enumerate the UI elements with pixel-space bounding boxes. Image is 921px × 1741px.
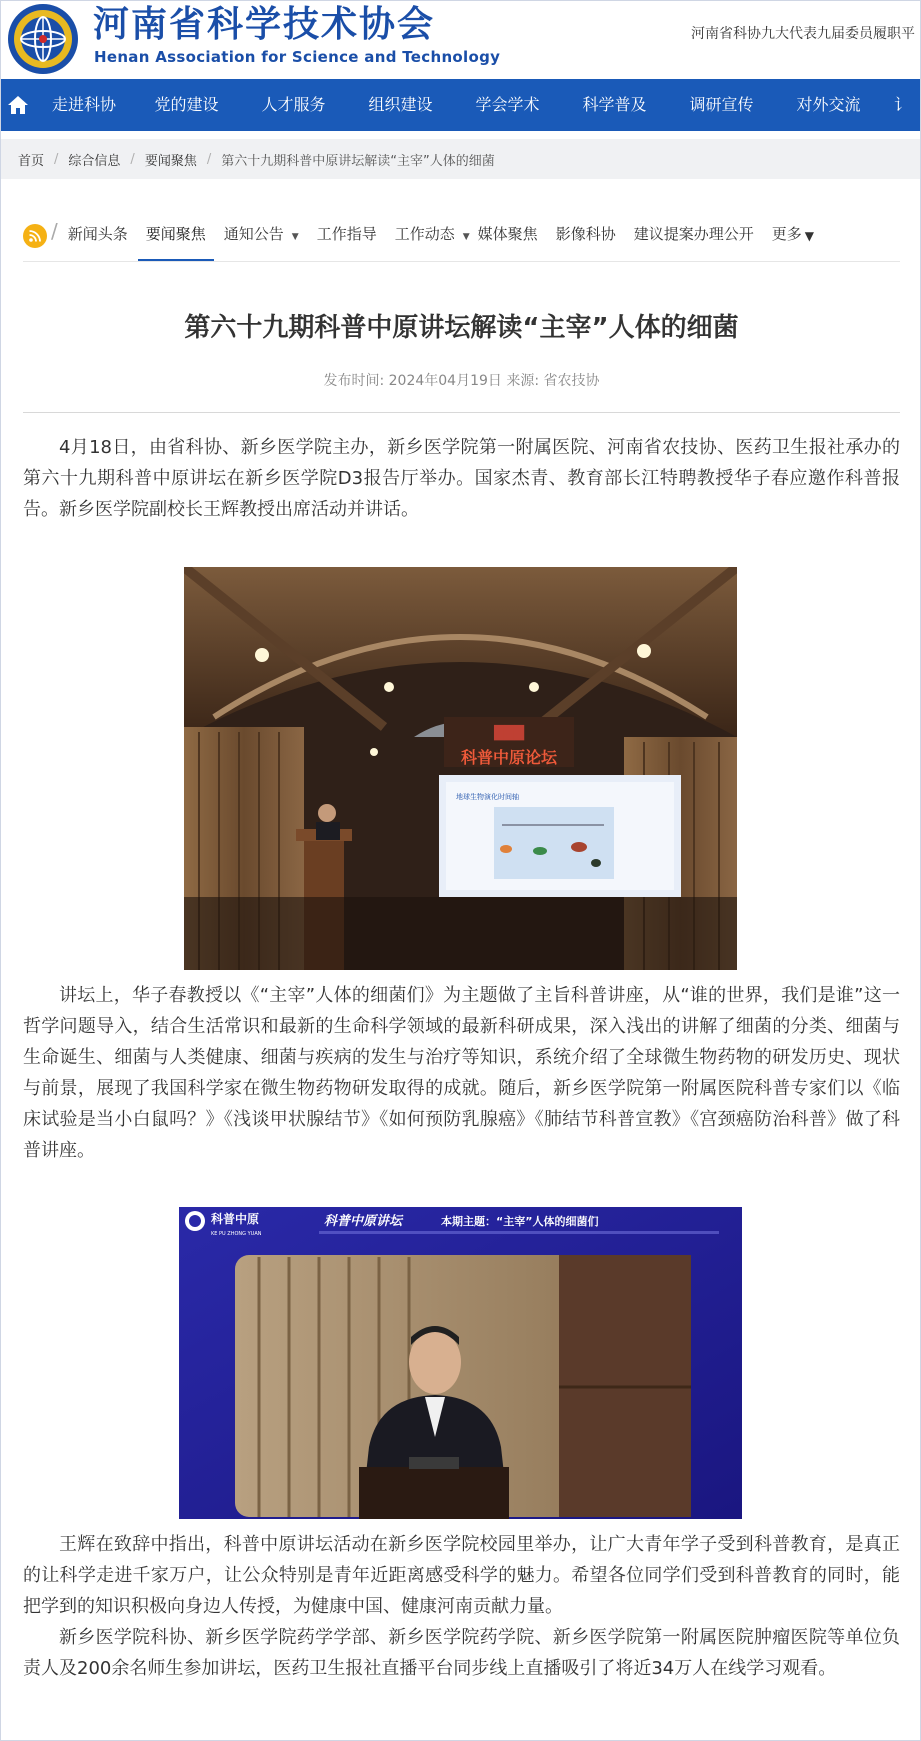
article-title: 第六十九期科普中原讲坛解读“主宰”人体的细菌 bbox=[184, 313, 739, 343]
nav-item-academic[interactable]: 学会学术 bbox=[475, 95, 540, 114]
livestream-photo bbox=[179, 1207, 742, 1519]
breadcrumb-home[interactable]: 首页 bbox=[18, 153, 45, 169]
nav-item-organization[interactable]: 组织建设 bbox=[368, 95, 433, 114]
stream-topic: 本期主题：“主宰”人体的细菌们 bbox=[441, 1215, 599, 1228]
breadcrumb-separator: / bbox=[130, 151, 135, 167]
brand-name: 科普中原 bbox=[211, 1212, 260, 1226]
breadcrumb-current: 第六十九期科普中原讲坛解读“主宰”人体的细菌 bbox=[221, 153, 495, 169]
site-title[interactable]: 河南省科学技术协会 bbox=[93, 4, 436, 45]
lecture-hall-photo bbox=[184, 567, 737, 970]
stream-banner: 科普中原讲坛 bbox=[324, 1214, 403, 1229]
breadcrumb-separator: / bbox=[206, 151, 212, 167]
tab-news-focus[interactable]: 要闻聚焦 bbox=[138, 216, 214, 261]
tab-more-label: 更多 bbox=[771, 225, 802, 243]
nav-item-about[interactable]: 走进科协 bbox=[51, 95, 116, 114]
slide-title: 地球生物演化时间轴 bbox=[456, 793, 519, 801]
tab-notices-label: 通知公告 bbox=[223, 225, 284, 243]
header-notice-marquee[interactable]: 河南省科协九大代表九届委员履职平 bbox=[691, 26, 915, 42]
tab-proposals[interactable]: 建议提案办理公开 bbox=[633, 225, 754, 243]
nav-item-truncated[interactable]: 讠 bbox=[893, 95, 910, 114]
breadcrumb bbox=[1, 139, 921, 179]
brand-subtitle: KE PU ZHONG YUAN bbox=[211, 1231, 262, 1237]
main-nav bbox=[1, 79, 921, 131]
article-paragraph: 王辉在致辞中指出，科普中原讲坛活动在新乡医学院校园里举办，让广大青年学子受到科普教育，是真正的让科学走进千家万户，让公众特别是青年近距离感受科学的魅力。希望各位同学们受到科普教育的同时，能把学到的知识积极向身边人传授，为健康中国、健康河南贡献力量。 bbox=[23, 1534, 900, 1617]
tab-gallery[interactable]: 影像科协 bbox=[555, 225, 616, 243]
nav-item-research[interactable]: 调研宣传 bbox=[689, 95, 754, 114]
divider bbox=[23, 412, 900, 413]
tab-work-guidance[interactable]: 工作指导 bbox=[316, 225, 377, 243]
nav-item-party[interactable]: 党的建设 bbox=[154, 95, 219, 114]
tab-media[interactable]: 媒体聚焦 bbox=[477, 225, 538, 243]
stage-sign-top: ███ bbox=[494, 726, 524, 741]
stage-sign: 科普中原论坛 bbox=[460, 748, 558, 767]
site-header bbox=[1, 1, 921, 79]
tab-headlines[interactable]: 新闻头条 bbox=[67, 225, 128, 243]
site-title-english: Henan Association for Science and Technology bbox=[94, 48, 501, 66]
caret-down-icon: ▼ bbox=[462, 232, 470, 242]
article-paragraph: 4月18日，由省科协、新乡医学院主办，新乡医学院第一附属医院、河南省农技协、医药卫生报社承办的第六十九期科普中原讲坛在新乡医学院D3报告厅举办。国家杰青、教育部长江特聘教授华子春应邀作科普报告。新乡医学院副校长王辉教授出席活动并讲话。 bbox=[23, 437, 900, 520]
article-paragraph: 新乡医学院科协、新乡医学院药学学部、新乡医学院药学院、新乡医学院第一附属医院肿瘤医院等单位负责人及200余名师生参加讲坛，医药卫生报社直播平台同步线上直播吸引了将近34万人在线学习观看。 bbox=[23, 1627, 900, 1679]
tab-work-updates[interactable] bbox=[395, 216, 470, 261]
nav-item-exchange[interactable]: 对外交流 bbox=[796, 95, 861, 114]
rss-icon[interactable] bbox=[23, 224, 47, 248]
tab-more[interactable] bbox=[772, 216, 814, 261]
divider-slash: / bbox=[51, 219, 58, 243]
breadcrumb-separator: / bbox=[54, 151, 59, 167]
section-tabs bbox=[23, 216, 900, 262]
tab-notices[interactable] bbox=[224, 216, 299, 261]
caret-down-icon: ▼ bbox=[291, 232, 299, 242]
association-logo-icon[interactable] bbox=[5, 2, 81, 76]
nav-item-popular-science[interactable]: 科学普及 bbox=[582, 95, 647, 114]
article-paragraph: 讲坛上，华子春教授以《“主宰”人体的细菌们》为主题做了主旨科普讲座，从“谁的世界，我们是谁”这一哲学问题导入，结合生活常识和最新的生命科学领域的最新科研成果，深入浅出的讲解了细菌的分类、细菌与生命诞生、细菌与人类健康、细菌与疾病的发生与治疗等知识，系统介绍了全球微生物药物的研发历史、现状与前景，展现了我国科学家在微生物药物研发取得的成就。随后，新乡医学院第一附属医院科普专家们以《临床试验是当小白鼠吗？》《浅谈甲状腺结节》《如何预防乳腺癌》《肺结节科普宣教》《宫颈癌防治科普》做了科普讲座。 bbox=[23, 985, 900, 1161]
home-icon[interactable] bbox=[1, 79, 35, 131]
breadcrumb-general-info[interactable]: 综合信息 bbox=[68, 153, 121, 169]
nav-item-talent[interactable]: 人才服务 bbox=[261, 95, 326, 114]
tab-work-updates-label: 工作动态 bbox=[394, 225, 455, 243]
breadcrumb-news-focus[interactable]: 要闻聚焦 bbox=[144, 153, 197, 169]
chevron-down-icon: ▼ bbox=[804, 229, 814, 243]
article-meta: 发布时间: 2024年04月19日 来源: 省农技协 bbox=[323, 373, 600, 389]
